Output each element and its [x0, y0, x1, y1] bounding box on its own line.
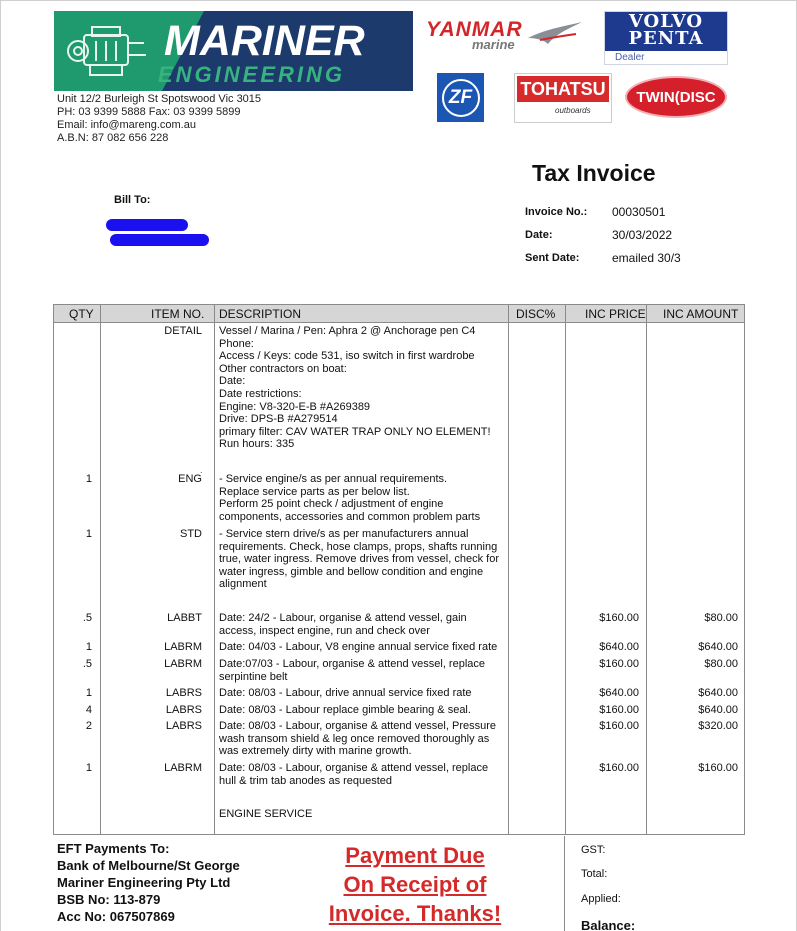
row-inc-price: $160.00 — [599, 612, 639, 624]
row-inc-amount: $640.00 — [698, 641, 738, 653]
invoice-date-label: Date: — [525, 229, 553, 241]
payment-due-line1: Payment Due — [345, 843, 485, 868]
bank-name: Bank of Melbourne/St George — [57, 858, 240, 873]
column-divider — [214, 305, 215, 834]
column-divider — [646, 305, 647, 834]
row-description: Vessel / Marina / Pen: Aphra 2 @ Anchorage pen C4 Phone: Access / Keys: code 531, iso switch in first wardrobe Other contractors on boat: Date: Date restrictions: Engine: V8-320-E-B #A269389 Drive: DPS-B #A279514 primary filter: CAV WATER TRAP ONLY NO ELEMENT! Run hours: 335 — [219, 325, 491, 451]
row-description: Date: 08/03 - Labour replace gimble bearing & seal. — [219, 704, 471, 716]
header-item-no: ITEM NO. — [151, 307, 205, 321]
company-phone: PH: 03 9399 5888 Fax: 03 9399 5899 — [57, 106, 241, 118]
row-description: Date: 24/2 - Labour, organise & attend vessel, gain access, inspect engine, run and check over — [219, 612, 467, 637]
stray-dot: . — [200, 465, 203, 475]
row-item-no: LABRS — [165, 720, 202, 732]
sent-date-label: Sent Date: — [525, 252, 580, 264]
applied-label: Applied: — [581, 893, 621, 905]
row-qty: 1 — [85, 641, 92, 653]
row-qty: 2 — [85, 720, 92, 732]
yanmar-subtitle: marine — [472, 37, 515, 52]
row-inc-amount: $640.00 — [698, 704, 738, 716]
row-qty: 1 — [85, 473, 92, 485]
row-description: - Service stern drive/s as per manufacturers annual requirements. Check, hose clamps, props, shafts running true, water ingress. Remove drives from vessel, check for water ingress, gimble and bellow condition and engine alignment — [219, 528, 499, 591]
invoice-number: 00030501 — [612, 205, 666, 219]
row-description: Date: 04/03 - Labour, V8 engine annual service fixed rate — [219, 641, 498, 653]
account-name: Mariner Engineering Pty Ltd — [57, 875, 231, 890]
row-qty: 1 — [85, 528, 92, 540]
column-divider — [100, 305, 101, 834]
mariner-engineering-logo — [54, 11, 413, 91]
row-inc-amount: $80.00 — [704, 658, 738, 670]
penta-wordmark: PENTA — [628, 28, 704, 49]
twin-disc-logo: TWIN(DISC — [625, 76, 727, 118]
tohatsu-wordmark: TOHATSU — [517, 76, 609, 102]
redacted-address — [110, 234, 209, 246]
invoice-title: Tax Invoice — [532, 160, 656, 186]
row-description: Date: 08/03 - Labour, organise & attend vessel, Pressure wash transom shield & leg once removed thoroughly as was extremely dirty with marine growth. — [219, 720, 496, 758]
row-description: Date:07/03 - Labour, organise & attend vessel, replace serpintine belt — [219, 658, 486, 683]
total-label: Total: — [581, 868, 608, 880]
row-item-no: LABBT — [167, 612, 202, 624]
row-item-no: LABRS — [165, 704, 202, 716]
header-disc: DISC% — [516, 307, 556, 321]
company-abn: A.B.N: 87 082 656 228 — [57, 132, 169, 144]
tohatsu-outboards-logo — [514, 73, 612, 123]
row-description: Date: 08/03 - Labour, organise & attend vessel, replace hull & trim tab anodes as requested — [219, 762, 489, 787]
bill-to-label: Bill To: — [114, 194, 151, 206]
row-qty: 1 — [85, 687, 92, 699]
row-item-no: LABRM — [164, 762, 202, 774]
row-inc-price: $640.00 — [599, 687, 639, 699]
tohatsu-subtitle: outboards — [555, 106, 591, 115]
yanmar-bird-icon — [526, 20, 584, 50]
invoice-number-label: Invoice No.: — [525, 206, 588, 218]
brand-name: MARINER — [164, 17, 365, 65]
row-inc-amount: $80.00 — [704, 612, 738, 624]
redacted-name — [106, 219, 188, 231]
sent-date: emailed 30/3 — [612, 251, 681, 265]
company-details — [57, 93, 261, 145]
row-item-no: ENG — [178, 473, 202, 485]
row-item-no: LABRS — [165, 687, 202, 699]
row-item-no: LABRM — [164, 658, 202, 670]
engine-icon — [62, 21, 154, 83]
row-item-no: DETAIL — [164, 325, 202, 337]
row-description: ENGINE SERVICE — [219, 808, 313, 820]
header-inc-price: INC PRICE — [585, 307, 646, 321]
row-inc-price: $160.00 — [599, 762, 639, 774]
header-inc-amount: INC AMOUNT — [663, 307, 739, 321]
volvo-wordmark: VOLVO — [628, 11, 704, 32]
payment-due-line2: On Receipt of — [343, 872, 487, 897]
zf-logo — [437, 73, 484, 122]
volvo-penta-dealer-logo — [604, 11, 728, 65]
company-email: Email: info@mareng.com.au — [57, 119, 196, 131]
row-inc-price: $160.00 — [599, 720, 639, 732]
eft-title: EFT Payments To: — [57, 841, 170, 856]
company-address: Unit 12/2 Burleigh St Spotswood Vic 3015 — [57, 93, 262, 105]
items-table — [53, 304, 745, 835]
row-qty: .5 — [82, 612, 92, 624]
row-inc-price: $160.00 — [599, 658, 639, 670]
header-qty: QTY — [69, 307, 94, 321]
row-item-no: LABRM — [164, 641, 202, 653]
header-description: DESCRIPTION — [219, 307, 302, 321]
row-inc-amount: $320.00 — [698, 720, 738, 732]
row-inc-price: $160.00 — [599, 704, 639, 716]
yanmar-wordmark: YANMAR — [426, 18, 523, 41]
payment-due-line3: Invoice. Thanks! — [328, 901, 502, 926]
dealer-label: Dealer — [615, 52, 645, 63]
column-divider — [565, 305, 566, 834]
bsb-number: BSB No: 113-879 — [57, 892, 161, 907]
account-number: Acc No: 067507869 — [57, 909, 175, 924]
row-qty: 1 — [85, 762, 92, 774]
row-qty: 4 — [85, 704, 92, 716]
row-inc-amount: $640.00 — [698, 687, 738, 699]
brand-subtitle: ENGINEERING — [158, 62, 346, 87]
totals-divider — [564, 836, 565, 931]
row-inc-amount: $160.00 — [698, 762, 738, 774]
balance-label: Balance: — [581, 918, 636, 931]
gst-label: GST: — [581, 844, 606, 856]
row-description: Date: 08/03 - Labour, drive annual service fixed rate — [219, 687, 472, 699]
zf-wordmark: ZF — [442, 79, 480, 117]
payment-due-notice — [310, 841, 520, 928]
row-qty: .5 — [82, 658, 92, 670]
eft-payment-details — [57, 840, 240, 925]
row-inc-price: $640.00 — [599, 641, 639, 653]
row-item-no: STD — [180, 528, 202, 540]
table-header — [54, 305, 744, 323]
invoice-date: 30/03/2022 — [612, 228, 673, 242]
yanmar-marine-logo — [426, 18, 586, 54]
row-description: - Service engine/s as per annual requirements. Replace service parts as per below list. Perform 25 point check / adjustment of engine components, accessories and common problem parts — [219, 473, 481, 523]
